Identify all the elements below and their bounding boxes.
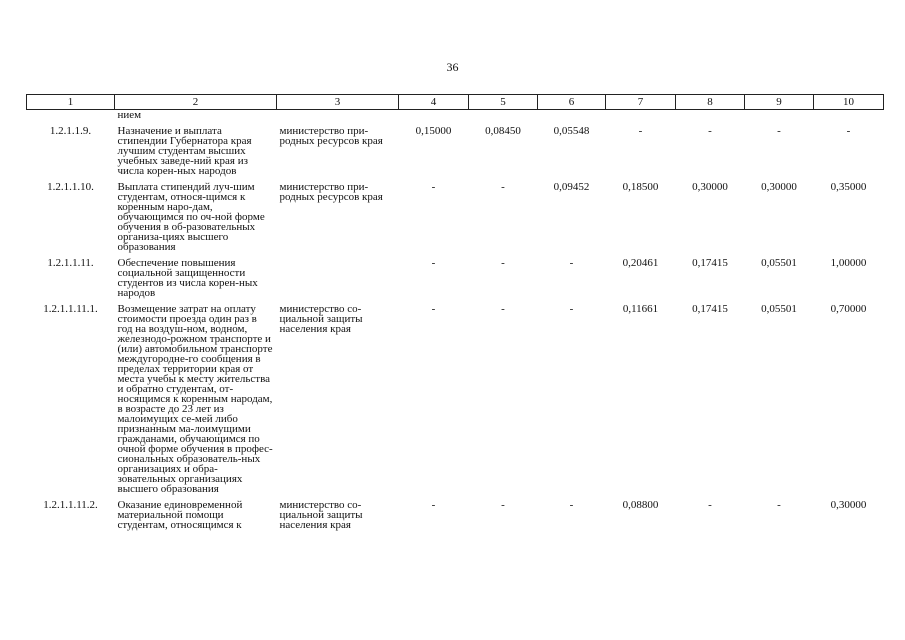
row-executor: министерство со-циальной защиты населения края [279, 499, 363, 531]
row-code: 1.2.1.1.11. [47, 257, 94, 269]
budget-table [26, 94, 884, 536]
row-value: - [708, 499, 712, 511]
row-name: Обеспечение повышения социальной защищенности студентов из числа корен-ных народов [117, 257, 258, 299]
row-value: 1,00000 [830, 257, 867, 269]
row-value: - [501, 499, 505, 511]
row-value: - [846, 125, 851, 137]
column-header: 1 [27, 95, 115, 110]
row-value: 0,30000 [692, 181, 728, 193]
row-name: Оказание единовременной материальной помощи студентам, относящимся к [117, 499, 243, 531]
row-value: 0,17415 [692, 303, 728, 315]
row-value: 0,18500 [622, 181, 659, 193]
row-executor: министерство при-родных ресурсов края [279, 181, 383, 203]
table-row [27, 304, 884, 500]
row-code: 1.2.1.1.11.2. [43, 499, 98, 511]
row-value: 0,09452 [553, 181, 590, 193]
row-value: 0,30000 [830, 499, 867, 511]
table-row [27, 126, 884, 182]
row-value: 0,30000 [761, 181, 797, 193]
row-value: - [431, 257, 436, 269]
row-value: - [431, 303, 436, 315]
row-code: 1.2.1.1.10. [47, 181, 94, 193]
row-value: - [431, 181, 436, 193]
row-value: - [501, 257, 505, 269]
row-value: - [501, 303, 505, 315]
row-name: Выплата стипендий луч-шим студентам, относя-щимся к коренным наро-дам, обучающимся по оч-ной форме обучения в об-разовательных организа-циях высшего образования [117, 181, 265, 253]
row-code: 1.2.1.1.9. [49, 125, 92, 137]
column-header: 8 [676, 95, 745, 110]
row-value: 0,35000 [830, 181, 867, 193]
row-value: - [569, 303, 574, 315]
row-value: 0,17415 [692, 257, 728, 269]
row-executor [277, 258, 399, 304]
row-value: 0,05501 [761, 257, 797, 269]
row-executor: министерство при-родных ресурсов края [279, 125, 383, 147]
column-header: 10 [814, 95, 884, 110]
row-value: - [638, 125, 643, 137]
row-value: 0,70000 [830, 303, 867, 315]
row-value: 0,08450 [485, 125, 521, 137]
row-value: 0,05548 [553, 125, 590, 137]
row-name: Назначение и выплата стипендии Губернатора края лучшим студентам высших учебных заведе-ний края из числа корен-ных народов [117, 125, 252, 177]
column-header: 6 [538, 95, 606, 110]
row-value: - [708, 125, 712, 137]
row-value: - [431, 499, 436, 511]
table-header-row [27, 95, 884, 110]
column-header: 5 [469, 95, 538, 110]
row-value: 0,08800 [622, 499, 659, 511]
row-value: - [569, 257, 574, 269]
continuation-text: нием [117, 109, 142, 121]
row-value: 0,15000 [415, 125, 452, 137]
row-value: 0,05501 [761, 303, 797, 315]
row-value: - [777, 499, 781, 511]
column-header: 3 [277, 95, 399, 110]
row-executor: министерство со-циальной защиты населения края [279, 303, 363, 335]
row-value: - [501, 181, 505, 193]
row-value: 0,11661 [622, 303, 659, 315]
table-row [27, 500, 884, 536]
column-header: 4 [399, 95, 469, 110]
column-header: 7 [606, 95, 676, 110]
column-header: 2 [115, 95, 277, 110]
continuation-row [27, 110, 884, 127]
table-row [27, 182, 884, 258]
table-row [27, 258, 884, 304]
row-value: - [569, 499, 574, 511]
row-code: 1.2.1.1.11.1. [43, 303, 98, 315]
page-number: 36 [446, 60, 459, 74]
column-header: 9 [745, 95, 814, 110]
row-value: - [777, 125, 781, 137]
row-value: 0,20461 [622, 257, 659, 269]
row-name: Возмещение затрат на оплату стоимости проезда один раз в год на воздуш-ном, водном, железнодо-рожном транспорте и (или) автомобильном транспорте междугородне-го сообщения в пределах территории края от места учебы к месту жительства и обратно студентам, от-носящимся к коренным народам, в возрасте до 23 лет из малоимущих се-мей либо признанным ма-лоимущими гражданами, обучающимся по очной форме обучения в профес-сиональных образователь-ных организациях и обра-зовательных организациях высшего образования [117, 303, 273, 495]
